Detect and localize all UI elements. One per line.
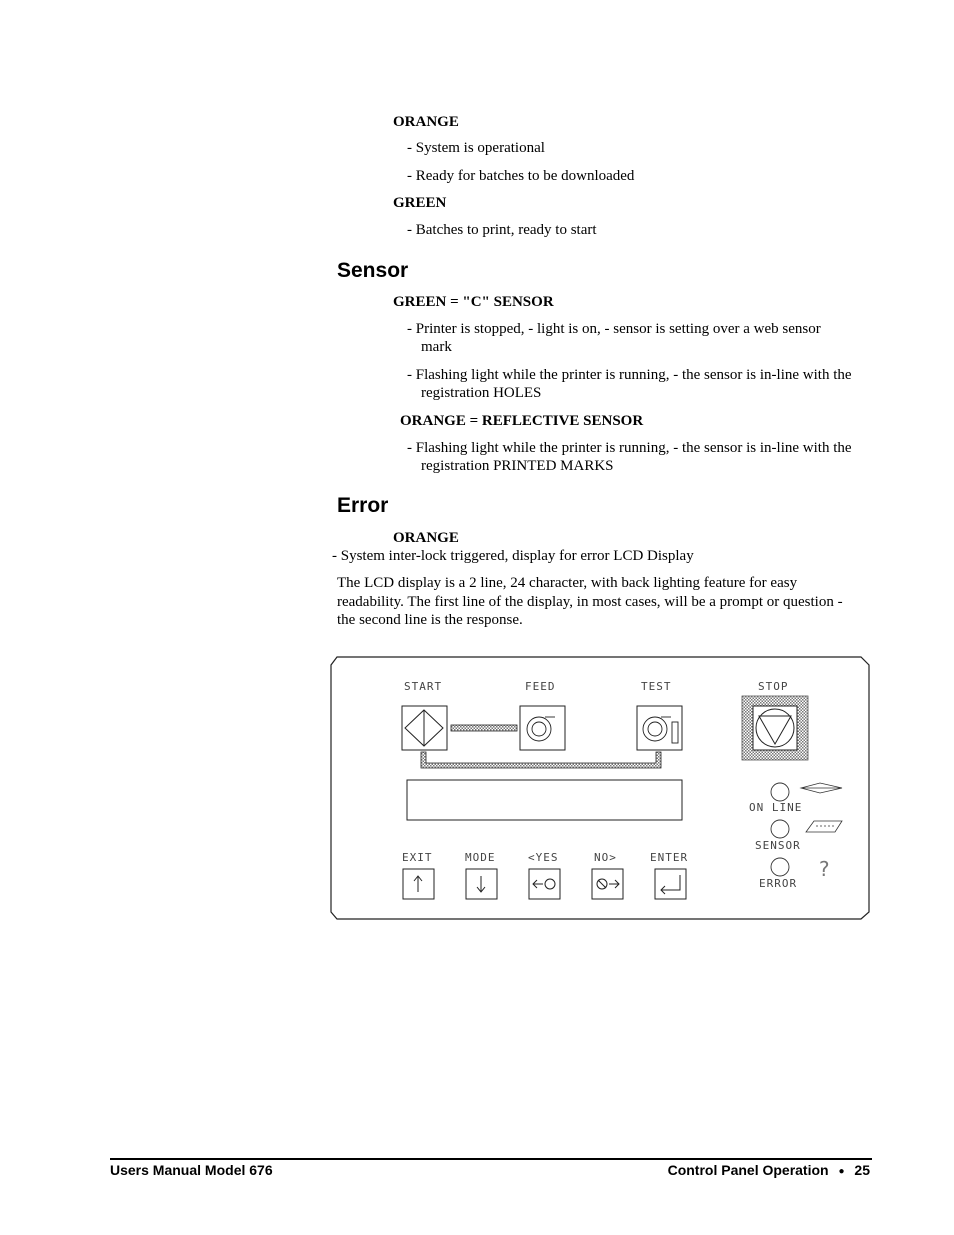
list-item: - Flashing light while the printer is running, - the sensor is in-line with the <box>407 367 852 383</box>
feed-button[interactable] <box>520 706 565 750</box>
page-number: 25 <box>854 1162 870 1178</box>
section-title-error: Error <box>337 494 389 517</box>
paragraph-line: the second line is the response. <box>337 612 523 628</box>
mode-label: MODE <box>465 851 496 864</box>
section-title-sensor: Sensor <box>337 259 409 282</box>
control-panel-diagram <box>328 654 874 924</box>
orange-heading: ORANGE <box>393 114 459 130</box>
footer-right <box>668 1162 870 1178</box>
list-item-continuation: registration HOLES <box>421 385 542 401</box>
mode-button[interactable] <box>466 869 497 899</box>
paragraph-line: The LCD display is a 2 line, 24 character, with back lighting feature for easy <box>337 575 798 591</box>
connector-bar <box>451 725 517 731</box>
enter-label: ENTER <box>650 851 689 864</box>
exit-button[interactable] <box>403 869 434 899</box>
footer-left: Users Manual Model 676 <box>110 1162 273 1178</box>
list-item: - System is operational <box>407 140 545 156</box>
online-indicator <box>771 783 842 801</box>
lcd-display <box>407 780 682 820</box>
bracket-connector <box>421 752 661 768</box>
list-item: - System inter-lock triggered, display for error LCD Display <box>332 548 694 564</box>
stop-button[interactable] <box>742 696 808 760</box>
start-button[interactable] <box>402 706 447 750</box>
stop-label: STOP <box>758 680 789 693</box>
list-item: - Batches to print, ready to start <box>407 222 597 238</box>
error-label: ERROR <box>759 877 798 890</box>
green-heading: GREEN <box>393 195 447 211</box>
yes-button[interactable] <box>529 869 560 899</box>
sensor-strip-icon <box>806 821 842 832</box>
no-label: NO> <box>594 851 617 864</box>
list-item: - Flashing light while the printer is running, - the sensor is in-line with the <box>407 440 852 456</box>
online-label: ON LINE <box>749 801 803 814</box>
bullet-icon: ● <box>838 1166 845 1177</box>
exit-label: EXIT <box>402 851 433 864</box>
double-arrow-icon <box>801 783 842 793</box>
list-item: - Printer is stopped, - light is on, - sensor is setting over a web sensor <box>407 321 821 337</box>
enter-button[interactable] <box>655 869 686 899</box>
yes-label: <YES <box>528 851 559 864</box>
error-orange-heading: ORANGE <box>393 530 459 546</box>
start-label: START <box>404 680 443 693</box>
list-item-continuation: registration PRINTED MARKS <box>421 458 614 474</box>
footer-rule <box>110 1158 872 1160</box>
sensor-indicator <box>771 820 842 838</box>
feed-label: FEED <box>525 680 556 693</box>
green-sensor-heading: GREEN = "C" SENSOR <box>393 294 554 310</box>
paragraph-line: readability. The first line of the display, in most cases, will be a prompt or question - <box>337 594 843 610</box>
footer-section-title: Control Panel Operation <box>667 1162 829 1178</box>
error-indicator <box>771 858 789 876</box>
test-label: TEST <box>641 680 672 693</box>
list-item: - Ready for batches to be downloaded <box>407 168 635 184</box>
list-item-continuation: mark <box>421 339 452 355</box>
question-mark-icon: ? <box>818 857 832 881</box>
test-button[interactable] <box>637 706 682 750</box>
orange-sensor-heading: ORANGE = REFLECTIVE SENSOR <box>400 413 644 429</box>
no-button[interactable] <box>592 869 623 899</box>
sensor-label: SENSOR <box>755 839 801 852</box>
